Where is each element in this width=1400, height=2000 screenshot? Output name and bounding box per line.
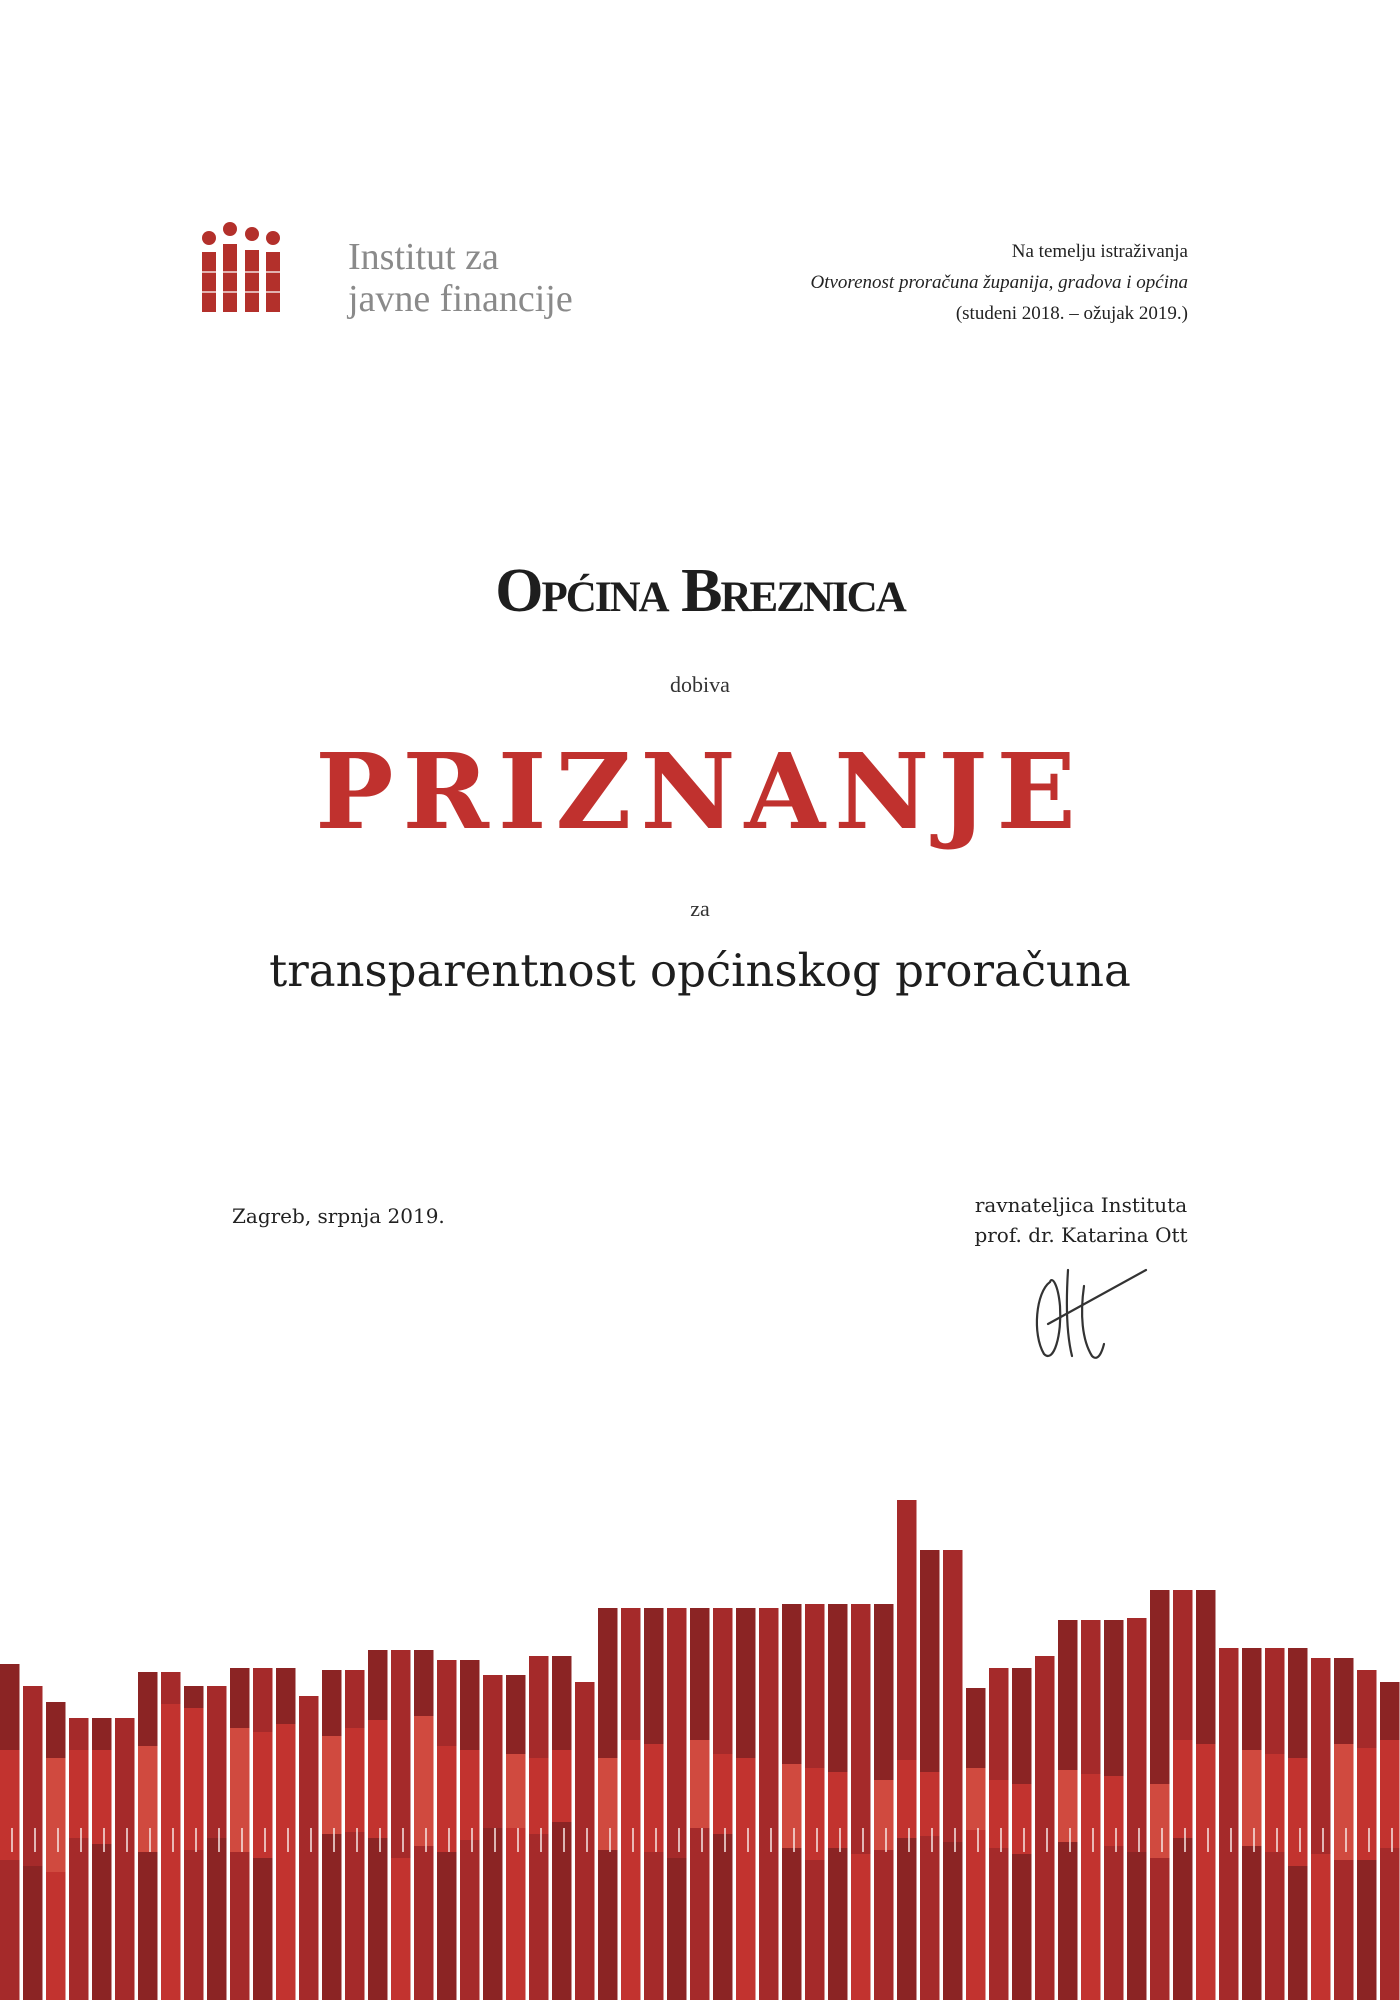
- institute-name: [348, 236, 573, 320]
- skyline-bar: [966, 1830, 986, 2000]
- skyline-bar: [943, 1842, 963, 2000]
- skyline-bar: [644, 1852, 664, 2000]
- skyline-bar: [1357, 1860, 1377, 2000]
- skyline-bar: [1196, 1844, 1216, 2000]
- skyline-bar: [138, 1852, 158, 2000]
- signatory-title: ravnateljica Instituta: [974, 1193, 1188, 1217]
- skyline-bar: [529, 1834, 549, 2000]
- skyline-bar: [598, 1850, 618, 2000]
- skyline-bar: [1058, 1842, 1078, 2000]
- skyline-bar: [575, 1844, 595, 2000]
- skyline-bar: [0, 1860, 20, 2000]
- skyline-bar: [414, 1846, 434, 2000]
- skyline-bar: [276, 1846, 296, 2000]
- skyline-bar: [621, 1846, 641, 2000]
- skyline-bar: [1081, 1848, 1101, 2000]
- signatory: [940, 1190, 1222, 1250]
- skyline-bar: [989, 1848, 1009, 2000]
- skyline-bar: [368, 1838, 388, 2000]
- skyline-bar: [46, 1872, 66, 2000]
- research-period: (studeni 2018. – ožujak 2019.): [955, 303, 1188, 324]
- skyline-bar: [322, 1834, 342, 2000]
- skyline-bar: [115, 1864, 135, 2000]
- skyline-bar: [345, 1832, 365, 2000]
- skyline-bar: [1380, 1848, 1400, 2000]
- skyline-bar: [1242, 1846, 1262, 2000]
- skyline-bar: [23, 1866, 43, 2000]
- skyline-bar: [506, 1828, 526, 2000]
- skyline-bar: [805, 1860, 825, 2000]
- institute-name-line2: javne financije: [348, 278, 573, 320]
- skyline-bar: [1173, 1838, 1193, 2000]
- institute-name-line1: Institut za: [348, 236, 499, 278]
- skyline-bar: [920, 1836, 940, 2000]
- signature-icon: [1028, 1262, 1152, 1368]
- skyline-bar: [437, 1852, 457, 2000]
- skyline-bar: [667, 1858, 687, 2000]
- logo-mark-icon: [200, 222, 282, 314]
- skyline-bar: [460, 1840, 480, 2000]
- skyline-bar: [1035, 1842, 1055, 2000]
- skyline-bar: [184, 1850, 204, 2000]
- award-title: PRIZNANJE: [315, 730, 1085, 853]
- skyline-bar: [1311, 1854, 1331, 2000]
- skyline-bar: [92, 1844, 112, 2000]
- skyline-bar: [552, 1822, 572, 2000]
- skyline-bar: [874, 1850, 894, 2000]
- skyline-bar: [1127, 1852, 1147, 2000]
- signatory-name: prof. dr. Katarina Ott: [974, 1223, 1188, 1247]
- institute-logo: [200, 222, 640, 332]
- skyline-bar: [759, 1842, 779, 2000]
- skyline-bar: [253, 1858, 273, 2000]
- skyline-bar: [1150, 1858, 1170, 2000]
- skyline-bar: [851, 1854, 871, 2000]
- skyline-bar: [299, 1828, 319, 2000]
- skyline-bar: [1012, 1854, 1032, 2000]
- award-purpose: transparentnost općinskog proračuna: [269, 944, 1131, 997]
- skyline-bar: [1265, 1852, 1285, 2000]
- research-title: Otvorenost proračuna županija, gradova i općina: [810, 272, 1188, 293]
- skyline-bar: [207, 1838, 227, 2000]
- skyline-bar: [1219, 1850, 1239, 2000]
- for-label: za: [690, 896, 710, 921]
- skyline-bar: [828, 1848, 848, 2000]
- skyline-bar: [736, 1840, 756, 2000]
- skyline-bar: [1334, 1860, 1354, 2000]
- recipient-name: Općina Breznica: [495, 557, 905, 625]
- skyline-bar: [391, 1858, 411, 2000]
- skyline-bar: [483, 1828, 503, 2000]
- research-line1: Na temelju istraživanja: [1011, 241, 1188, 262]
- skyline-bar: [897, 1838, 917, 2000]
- research-note: [668, 236, 1188, 329]
- place-and-date: Zagreb, srpnja 2019.: [232, 1204, 445, 1228]
- skyline-bar: [230, 1852, 250, 2000]
- skyline-bar: [782, 1848, 802, 2000]
- skyline-bar: [161, 1844, 181, 2000]
- skyline-bar: [713, 1834, 733, 2000]
- skyline-bar: [1288, 1866, 1308, 2000]
- skyline-bar: [1104, 1846, 1124, 2000]
- skyline-bar: [69, 1838, 89, 2000]
- skyline-bar: [690, 1828, 710, 2000]
- decorative-skyline: [0, 1450, 1400, 2000]
- receives-label: dobiva: [670, 672, 730, 697]
